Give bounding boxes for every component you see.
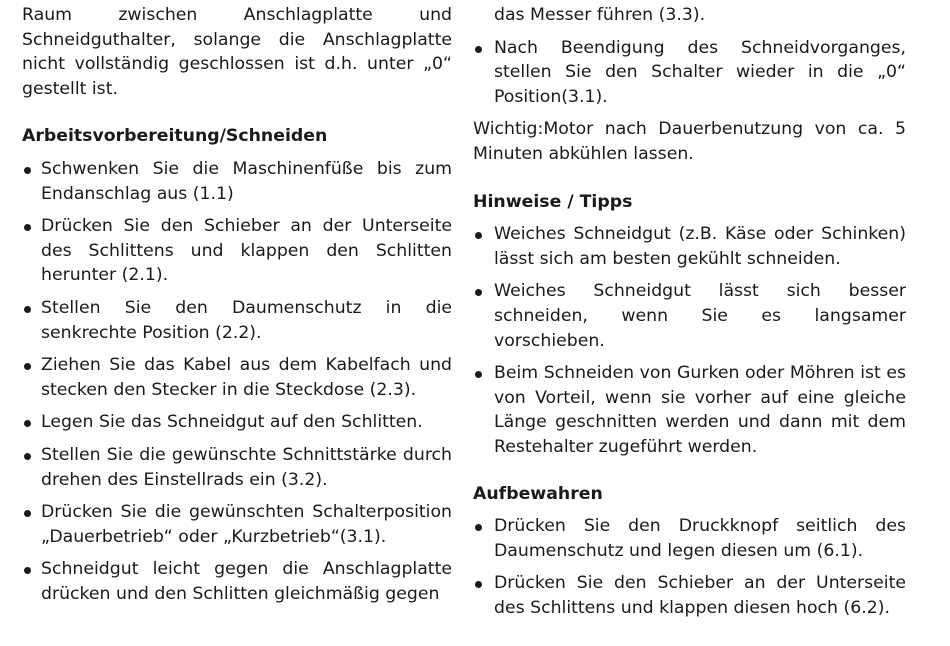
section-heading-storage: Aufbewahren: [473, 483, 603, 504]
list-item: Weiches Schneidgut (z.B. Käse oder Schinken) lässt sich am besten gekühlt schneiden.: [473, 222, 906, 271]
list-item: Nach Beendigung des Schneidvorganges, stellen Sie den Schalter wieder in die „0“ Position(3.1).: [473, 36, 906, 110]
list-item: Weiches Schneidgut lässt sich besser schneiden, wenn Sie es langsamer vorschieben.: [473, 279, 906, 353]
finish-list: [473, 36, 906, 110]
tips-list: [473, 222, 906, 459]
list-item: Schwenken Sie die Maschinenfüße bis zum Endanschlag aus (1.1): [22, 157, 452, 206]
list-item: Stellen Sie den Daumenschutz in die senkrechte Position (2.2).: [22, 296, 452, 345]
list-item: Ziehen Sie das Kabel aus dem Kabelfach und stecken den Stecker in die Steckdose (2.3).: [22, 353, 452, 402]
right-column: [473, 3, 906, 628]
intro-paragraph: Raum zwischen Anschlagplatte und Schneidguthalter, solange die Anschlagplatte nicht vollständig geschlossen ist d.h. unter „0“ gestellt ist.: [22, 5, 452, 99]
list-item: Drücken Sie den Druckknopf seitlich des Daumenschutz und legen diesen um (6.1).: [473, 514, 906, 563]
continuation-text: das Messer führen (3.3).: [494, 5, 706, 25]
list-item: Drücken Sie den Schieber an der Unterseite des Schlittens und klappen den Schlitten herunter (2.1).: [22, 214, 452, 288]
list-item: Schneidgut leicht gegen die Anschlagplatte drücken und den Schlitten gleichmäßig gegen: [22, 557, 452, 606]
list-item: Drücken Sie den Schieber an der Unterseite des Schlittens und klappen diesen hoch (6.2).: [473, 571, 906, 620]
motor-note: Wichtig:Motor nach Dauerbenutzung von ca. 5 Minuten abkühlen lassen.: [473, 119, 906, 164]
list-item: Legen Sie das Schneidgut auf den Schlitten.: [22, 410, 452, 435]
left-column: [22, 3, 452, 614]
storage-list: [473, 514, 906, 620]
section-heading-tips: Hinweise / Tipps: [473, 191, 633, 212]
section-heading-preparation: Arbeitsvorbereitung/Schneiden: [22, 126, 328, 147]
list-item: Stellen Sie die gewünschte Schnittstärke durch drehen des Einstellrads ein (3.2).: [22, 443, 452, 492]
preparation-list: [22, 157, 452, 607]
list-item: Drücken Sie die gewünschten Schalterposition „Dauerbetrieb“ oder „Kurzbetrieb“(3.1).: [22, 500, 452, 549]
list-item: Beim Schneiden von Gurken oder Möhren ist es von Vorteil, wenn sie vorher auf eine gleiche Länge geschnitten werden und dann mit dem Restehalter zugeführt werden.: [473, 361, 906, 459]
